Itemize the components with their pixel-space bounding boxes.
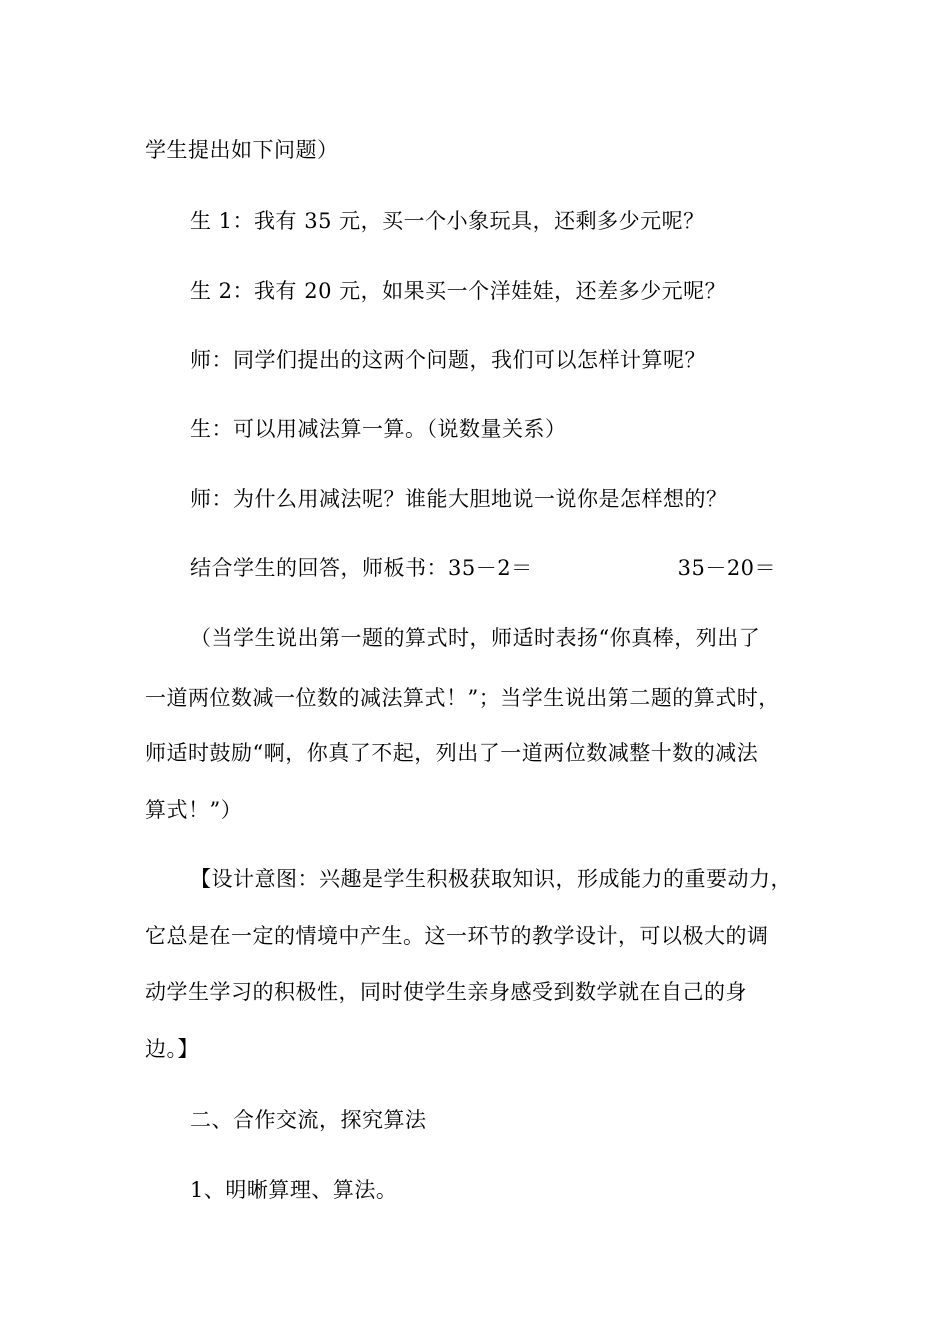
text-line-8: （当学生说出第一题的算式时，师适时表扬“你真棒，列出了 xyxy=(190,626,761,650)
text-line-7 xyxy=(190,553,776,583)
text-line-2: 生 1：我有 35 元，买一个小象玩具，还剩多少元呢？ xyxy=(190,209,705,233)
text-line-4: 师：同学们提出的这两个问题，我们可以怎样计算呢？ xyxy=(190,348,706,372)
board-formula-1: 结合学生的回答，师板书：35－2＝ xyxy=(190,556,533,580)
section-heading: 二、合作交流，探究算法 xyxy=(190,1108,427,1132)
subsection-heading: 1、明晰算理、算法。 xyxy=(190,1178,398,1202)
board-formula-2: 35－20＝ xyxy=(677,556,777,580)
text-line-10: 师适时鼓励“啊，你真了不起，列出了一道两位数减整十数的减法 xyxy=(145,741,759,765)
text-line-5: 生：可以用减法算一算。（说数量关系） xyxy=(190,417,567,441)
text-line-6: 师：为什么用减法呢？谁能大胆地说一说你是怎样想的？ xyxy=(190,487,728,511)
text-line-1: 学生提出如下问题） xyxy=(145,138,339,162)
text-line-14: 动学生学习的积极性，同时使学生亲身感受到数学就在自己的身 xyxy=(145,980,747,1004)
text-line-12: 【设计意图：兴趣是学生积极获取知识，形成能力的重要动力， xyxy=(190,867,792,891)
text-line-11: 算式！”） xyxy=(145,798,243,822)
text-line-3: 生 2：我有 20 元，如果买一个洋娃娃，还差多少元呢？ xyxy=(190,279,727,303)
text-line-13: 它总是在一定的情境中产生。这一环节的教学设计，可以极大的调 xyxy=(145,924,769,948)
text-line-15: 边。】 xyxy=(145,1037,199,1061)
text-line-9: 一道两位数减一位数的减法算式！”；当学生说出第二题的算式时， xyxy=(145,686,780,710)
